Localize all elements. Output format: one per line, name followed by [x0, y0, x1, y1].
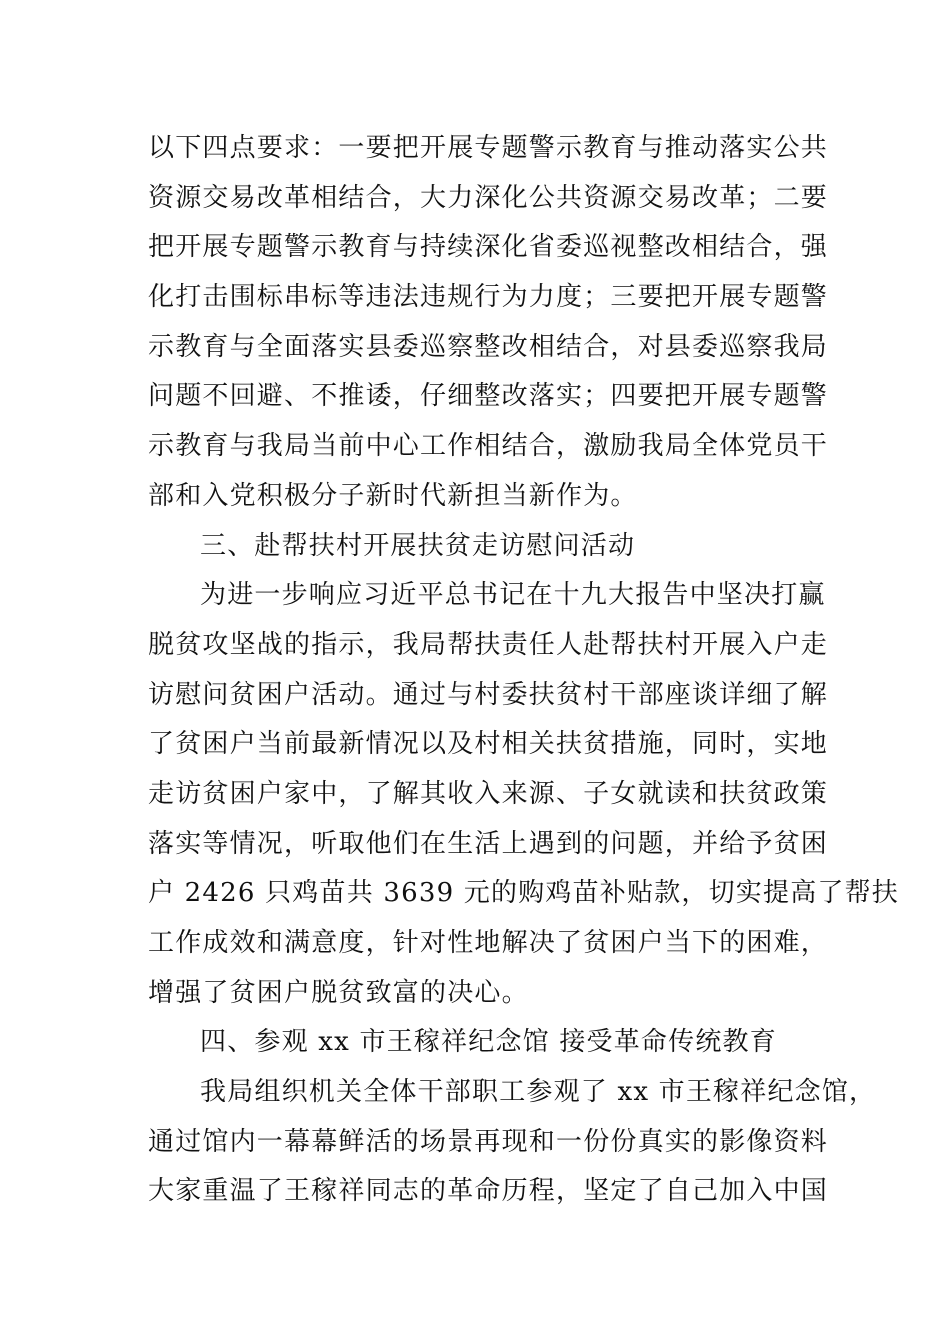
text-line: 示教育与全面落实县委巡察整改相结合，对县委巡察我局 — [148, 331, 829, 362]
text-line: 三、赴帮扶村开展扶贫走访慰问活动 — [200, 530, 636, 561]
text-line: 户 2426 只鸡苗共 3639 元的购鸡苗补贴款，切实提高了帮扶 — [148, 878, 899, 909]
text-line: 四、参观 xx 市王稼祥纪念馆 接受革命传统教育 — [200, 1027, 777, 1058]
text-line: 脱贫攻坚战的指示，我局帮扶责任人赴帮扶村开展入户走 — [148, 629, 829, 660]
text-line: 把开展专题警示教育与持续深化省委巡视整改相结合，强 — [148, 232, 829, 263]
text-line: 了贫困户当前最新情况以及村相关扶贫措施，同时，实地 — [148, 729, 829, 760]
text-line: 示教育与我局当前中心工作相结合，激励我局全体党员干 — [148, 431, 829, 462]
text-line: 工作成效和满意度，针对性地解决了贫困户当下的困难， — [148, 928, 829, 958]
text-line: 增强了贫困户脱贫致富的决心。 — [148, 977, 529, 1008]
text-line: 为进一步响应习近平总书记在十九大报告中坚决打赢 — [200, 580, 826, 611]
text-line: 通过馆内一幕幕鲜活的场景再现和一份份真实的影像资料 — [148, 1126, 829, 1157]
text-line: 大家重温了王稼祥同志的革命历程，坚定了自己加入中国 — [148, 1176, 829, 1207]
text-line: 以下四点要求：一要把开展专题警示教育与推动落实公共 — [148, 133, 829, 163]
text-line: 走访贫困户家中，了解其收入来源、子女就读和扶贫政策 — [148, 778, 829, 809]
document-body — [148, 124, 899, 1217]
text-line: 资源交易改革相结合，大力深化公共资源交易改革；二要 — [148, 182, 829, 213]
text-line: 落实等情况，听取他们在生活上遇到的问题，并给予贫困 — [148, 828, 829, 859]
text-line: 化打击围标串标等违法违规行为力度；三要把开展专题警 — [148, 282, 829, 313]
text-line: 问题不回避、不推诿，仔细整改落实；四要把开展专题警 — [148, 381, 829, 412]
text-line: 我局组织机关全体干部职工参观了 xx 市王稼祥纪念馆， — [200, 1077, 877, 1108]
text-line: 访慰问贫困户活动。通过与村委扶贫村干部座谈详细了解 — [148, 679, 829, 710]
text-line: 部和入党积极分子新时代新担当新作为。 — [148, 480, 638, 511]
